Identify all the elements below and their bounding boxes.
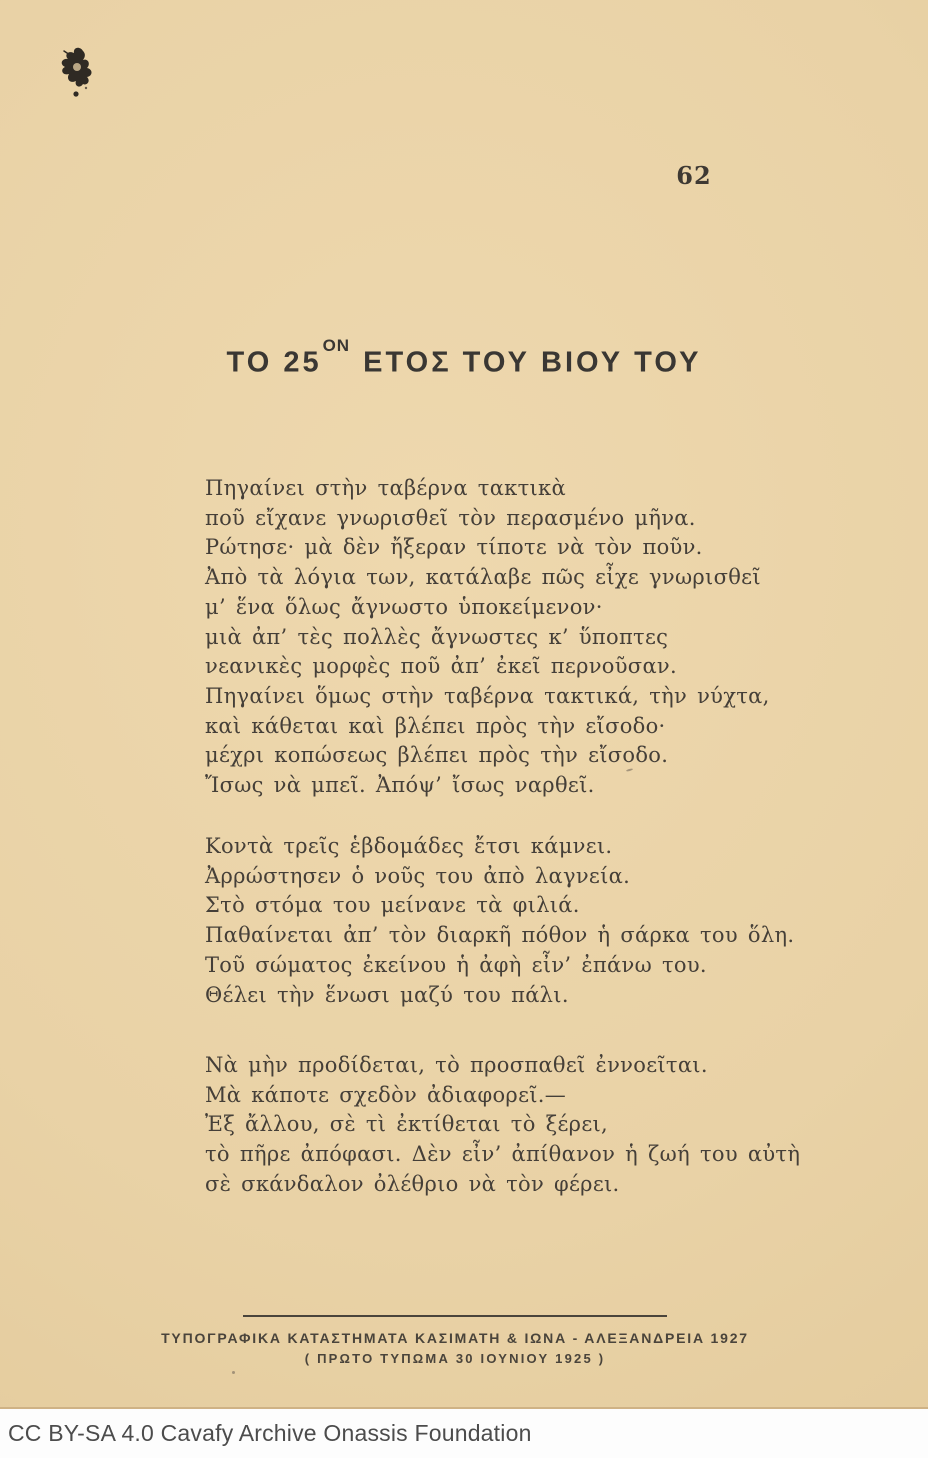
- poem-title-text: ΤΟ 25: [226, 346, 322, 379]
- poem-line: μέχρι κοπώσεως βλέπει πρὸς τὴν εἴσοδο.: [205, 743, 669, 768]
- poem-line: Στὸ στόμα του μείνανε τὰ φιλιά.: [205, 893, 580, 918]
- poem-title-superscript: ΟΝ: [322, 336, 351, 355]
- page-number: 62: [676, 161, 712, 190]
- poem-line: Παθαίνεται ἀπ’ τὸν διαρκῆ πόθον ἡ σάρκα του ὅλη.: [205, 923, 795, 948]
- paper-speck: [232, 1371, 235, 1374]
- poem-line: καὶ κάθεται καὶ βλέπει πρὸς τὴν εἴσοδο·: [205, 713, 666, 738]
- poem-line: ποῦ εἴχανε γνωρισθεῖ τὸν περασμένο μῆνα.: [205, 505, 696, 530]
- stanza-2: [205, 832, 795, 1010]
- poem-line: μιὰ ἀπ’ τὲς πολλὲς ἄγνωστες κ’ ὕποπτες: [205, 624, 669, 649]
- ink-stain: [56, 44, 100, 106]
- poem-line: Κοντὰ τρεῖς ἑβδομάδες ἔτσι κάμνει.: [205, 834, 613, 858]
- poem-line: νεανικὲς μορφὲς ποῦ ἀπ’ ἐκεῖ περνοῦσαν.: [205, 654, 677, 679]
- poem-line: μ’ ἕνα ὅλως ἄγνωστο ὑποκείμενον·: [205, 594, 603, 619]
- poem-line: Πηγαίνει ὅμως στὴν ταβέρνα τακτικά, τὴν νύχτα,: [205, 683, 770, 708]
- stanza-3: [205, 1051, 801, 1200]
- poem-line: Ἴσως νὰ μπεῖ. Ἀπόψ’ ἴσως ναρθεῖ.: [205, 773, 595, 798]
- poem-line: Ἀπὸ τὰ λόγια των, κατάλαβε πῶς εἶχε γνωρισθεῖ: [205, 565, 761, 590]
- poem-line: Θέλει τὴν ἕνωσι μαζύ του πάλι.: [205, 982, 569, 1007]
- license-bar: [0, 1409, 928, 1458]
- colophon-rule: [243, 1315, 667, 1317]
- poem-line: Τοῦ σώματος ἐκείνου ἡ ἀφὴ εἶν’ ἐπάνω του.: [205, 952, 707, 977]
- colophon-printer-line: ΤΥΠΟΓΡΑΦΙΚΑ ΚΑΤΑΣΤΗΜΑΤΑ ΚΑΣΙΜΑΤΗ & ΙΩΝΑ - ΑΛΕΞΑΝΔΡΕΙΑ 1927: [161, 1330, 749, 1346]
- poem-line: σὲ σκάνδαλον ὀλέθριο νὰ τὸν φέρει.: [205, 1171, 620, 1196]
- poem-title-text-rest: ΕΤΟΣ ΤΟΥ ΒΙΟΥ ΤΟΥ: [352, 346, 702, 379]
- poem-line: τὸ πῆρε ἀπόφασι. Δὲν εἶν’ ἀπίθανον ἡ ζωή του αὐτὴ: [205, 1142, 801, 1167]
- poem-line: Πηγαίνει στὴν ταβέρνα τακτικὰ: [205, 476, 566, 500]
- poem-line: Ἀρρώστησεν ὁ νοῦς του ἀπὸ λαγνεία.: [205, 863, 631, 888]
- poem-line: Ἐξ ἄλλου, σὲ τὶ ἐκτίθεται τὸ ξέρει,: [205, 1112, 609, 1137]
- license-text: CC BY-SA 4.0 Cavafy Archive Onassis Foundation: [8, 1420, 532, 1446]
- stanza-1: [205, 474, 770, 801]
- poem-line: Ρώτησε· μὰ δὲν ἤξεραν τίποτε νὰ τὸν ποῦν.: [205, 535, 703, 560]
- poem-line: Νὰ μὴν προδίδεται, τὸ προσπαθεῖ ἐννοεῖται.: [205, 1053, 708, 1077]
- poem-line: Μὰ κάποτε σχεδὸν ἀδιαφορεῖ.—: [205, 1082, 567, 1107]
- colophon-first-printing-line: ( ΠΡΩΤΟ ΤΥΠΩΜΑ 30 ΙΟΥΝΙΟΥ 1925 ): [304, 1351, 606, 1366]
